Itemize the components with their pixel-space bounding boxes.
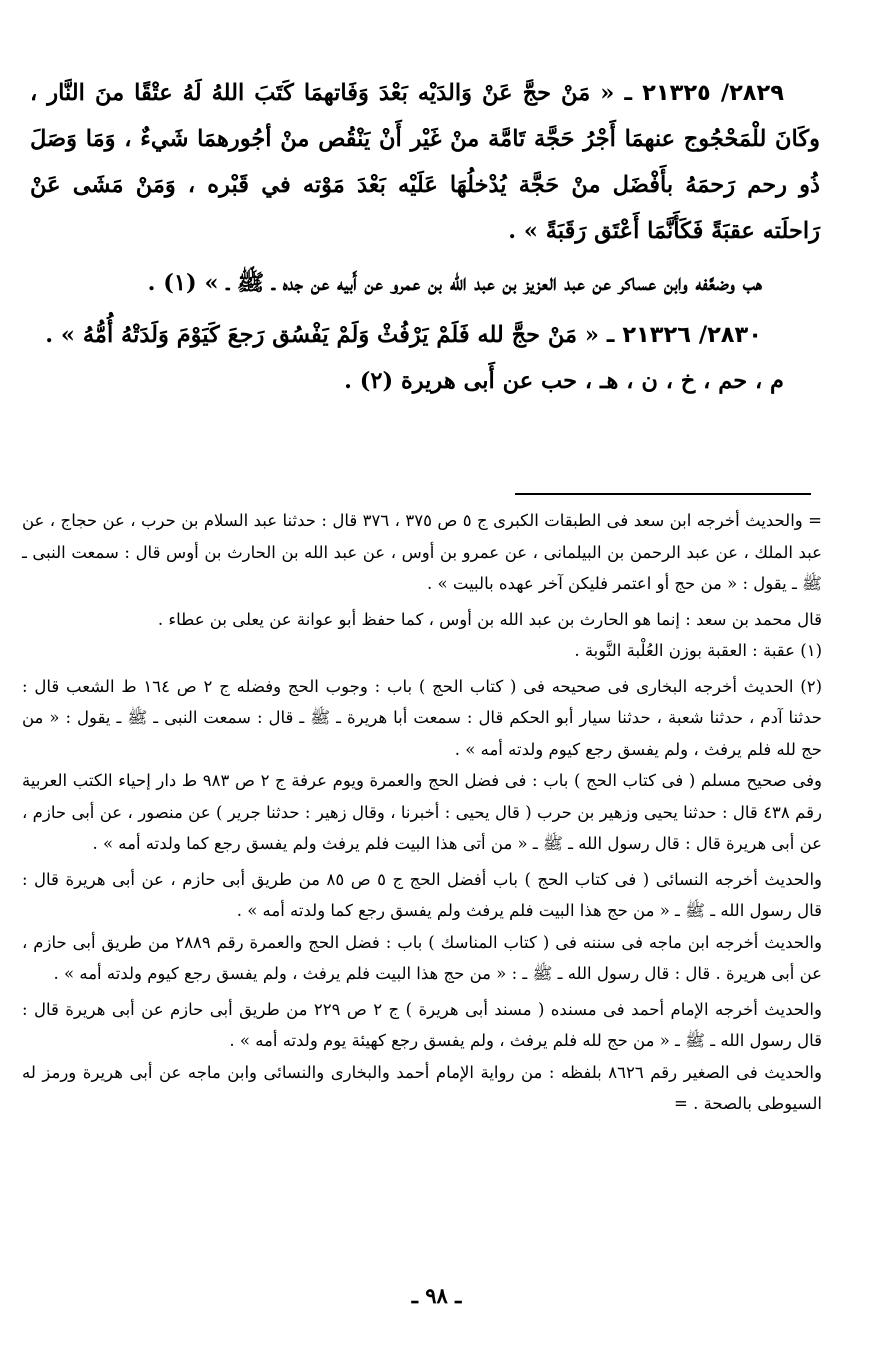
footnote-divider	[515, 493, 811, 495]
footnotes	[22, 505, 822, 1120]
footnote-paragraph: وفى صحيح مسلم ( فى كتاب الحج ) باب : فى فضل الحج والعمرة ويوم عرفة ج ٢ ص ٩٨٣ ط دار إحياء الكتب العربية رقم ٤٣٨ قال : حدثنا يحيى وزهير بن حرب ( قال يحيى : أخبرنا ، وقال زهير : حدثنا جرير ) عن منصور ، عن أبى حازم ، عن أبى هريرة قال : قال رسول الله ـ ﷺ ـ « من أتى هذا البيت فلم يرفث ولم يفسق رجع كما ولدته أمه » .	[22, 771, 822, 853]
hadith-number: ٢٨٢٩/ ٢١٣٢٥ ـ	[624, 80, 784, 106]
hadith-source: م ، حم ، خ ، ن ، هـ ، حب عن أَبى هريرة (٢) .	[344, 368, 784, 394]
footnote-paragraph: والحديث فى الصغير رقم ٨٦٢٦ بلفظه : من رواية الإمام أحمد والبخارى والنسائى وابن ماجه عن أبى هريرة ورمز له السيوطى بالصحة . =	[22, 1062, 822, 1113]
footnote-paragraph: = والحديث أخرجه ابن سعد فى الطبقات الكبرى ج ٥ ص ٣٧٥ ، ٣٧٦ قال : حدثنا عبد السلام بن حرب ، عن حجاج ، عن عبد الملك ، عن عبد الرحمن بن البيلمانى ، عن عمرو بن أوس ، عن عبد الله بن الحارث بن أوس قال : سمعت النبى ـ ﷺ ـ يقول : « من حج أو اعتمر فليكن آخر عهده بالبيت » .	[22, 511, 822, 593]
footnote-paragraph: والحديث أخرجه الإمام أحمد فى مسنده ( مسند أبى هريرة ) ج ٢ ص ٢٢٩ من طريق أبى حازم عن أبى هريرة قال : قال رسول الله ـ ﷺ ـ « من حج لله فلم يرفث ، ولم يفسق رجع كهيئة يوم ولدته أمه » .	[22, 999, 822, 1050]
hadith-text: « مَنْ حجَّ عَنْ وَالدَيْه بَعْدَ وَفَاتهمَا كَتَبَ اللهُ لَهُ عتْقًا منَ النَّار ، وكَانَ للْمَحْجُوج عنهمَا أَجْرُ حَجَّة تَامَّة منْ غَيْر أَنْ يَنْقُص منْ أجُورهمَا شَيءٌ ، وَمَا وَصَلَ ذُو رحم رَحمَهُ بأَفْضَل منْ حَجَّة يُدْخلُهَا عَلَيْه بَعْدَ مَوْته في قَبْره ، وَمَنْ مَشَى عَنْ رَاحلَته عقبَةً فَكَأَنَّمَا أَعْتَق رَقَبَةً » .	[30, 80, 820, 244]
footnote-paragraph: والحديث أخرجه النسائى ( فى كتاب الحج ) باب أفضل الحج ج ٥ ص ٨٥ من طريق أبى حازم ، عن أبى هريرة قال : قال رسول الله ـ ﷺ ـ « من حج هذا البيت فلم يرفث ولم يفسق رجع كما ولدته أمه » .	[22, 869, 823, 920]
hadith-text: « مَنْ حجَّ لله فَلَمْ يَرْفُثْ وَلَمْ يَفْسُق رَجعَ كَيَوْمَ وَلَدَتْهُ أُمُّهُ » .	[45, 322, 599, 348]
page-number: ـ ٩٨ ـ	[411, 1283, 462, 1308]
hadith-source: هب وضعَّفه وابن عساكر عن عبد العزيز بن عبد الله بن عمرو عن أَبيه عن جده ـ ﷺ ـ » (١) .	[147, 270, 762, 296]
hadith-2830	[30, 312, 820, 358]
main-text	[30, 70, 820, 404]
footnote-2: (٢) الحديث أخرجه البخارى فى صحيحه فى ( كتاب الحج ) باب : وجوب الحج وفضله ج ٢ ص ١٦٤ ط الشعب قال : حدثنا آدم ، حدثنا شعبة ، حدثنا سيار أبو الحكم قال : سمعت أبا هريرة ـ ﷺ ـ قال : سمعت النبى ـ ﷺ ـ يقول : « من حج لله فلم يرفث ، ولم يفسق رجع كيوم ولدته أمه » .	[22, 676, 822, 759]
footnote-paragraph: قال محمد بن سعد : إنما هو الحارث بن عبد الله بن أوس ، كما حفظ أبو عوانة عن يعلى بن عطاء .	[157, 609, 822, 629]
footnote-1: (١) عقبة : العقبة بوزن العُلْبة النَّوبة .	[574, 641, 822, 660]
hadith-2829	[30, 70, 820, 254]
hadith-number: ٢٨٣٠/ ٢١٣٢٦ ـ	[606, 322, 762, 348]
footnote-paragraph: والحديث أخرجه ابن ماجه فى سننه فى ( كتاب المناسك ) باب : فضل الحج والعمرة رقم ٢٨٨٩ من طريق أبى حازم ، عن أبى هريرة . قال : قال رسول الله ـ ﷺ ـ : « من حج هذا البيت فلم يرفث ، ولم يفسق رجع كيوم ولدته أمه » .	[22, 932, 822, 983]
